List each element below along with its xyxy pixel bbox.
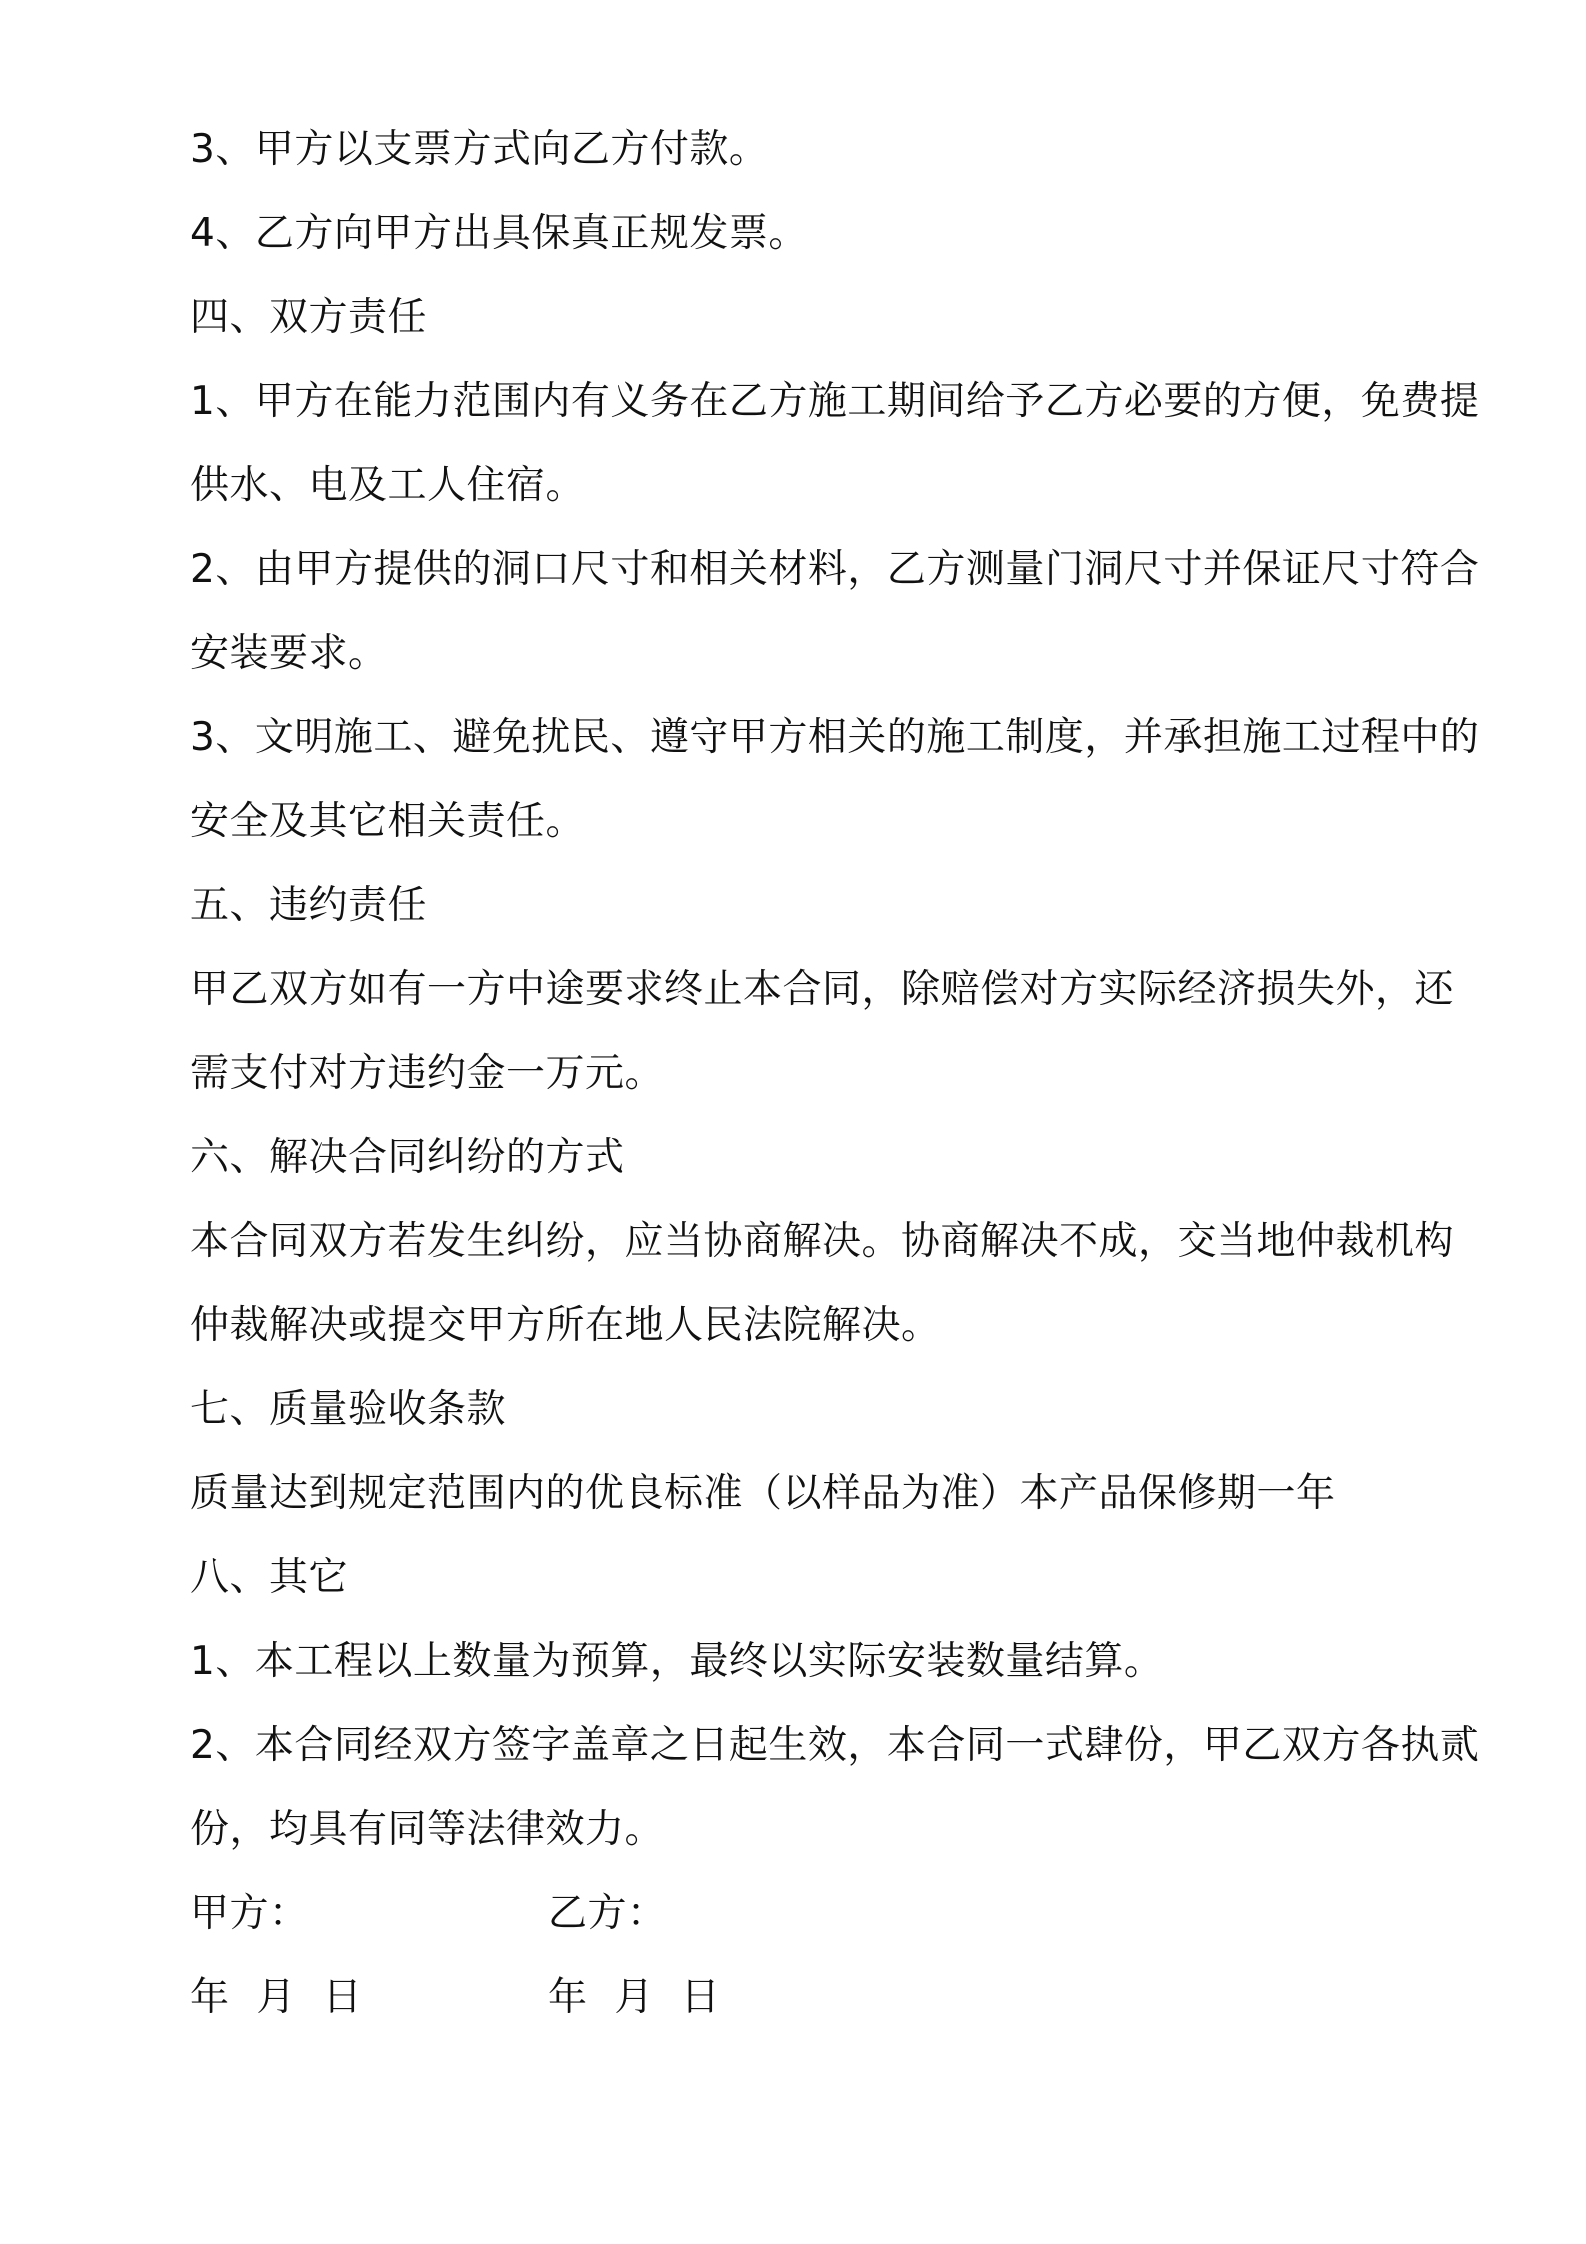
responsibility-2-line-2: 安装要求。 — [190, 631, 388, 676]
section-heading-responsibilities: 四、双方责任 — [190, 295, 428, 340]
section-heading-dispute: 六、解决合同纠纷的方式 — [190, 1135, 625, 1180]
section-heading-quality: 七、质量验收条款 — [190, 1387, 507, 1432]
invoice-clause-4: 4、乙方向甲方出具保真正规发票。 — [190, 211, 808, 256]
quality-clause: 质量达到规定范围内的优良标准（以样品为准）本产品保修期一年 — [190, 1471, 1336, 1516]
dispute-clause-line-2: 仲裁解决或提交甲方所在地人民法院解决。 — [190, 1303, 941, 1348]
breach-clause-line-1: 甲乙双方如有一方中途要求终止本合同，除赔偿对方实际经济损失外，还 — [190, 967, 1455, 1012]
section-heading-other: 八、其它 — [190, 1555, 349, 1600]
payment-clause-3: 3、甲方以支票方式向乙方付款。 — [190, 127, 769, 172]
other-clause-1: 1、本工程以上数量为预算，最终以实际安装数量结算。 — [190, 1639, 1164, 1684]
other-clause-2-line-2: 份，均具有同等法律效力。 — [190, 1807, 665, 1852]
responsibility-1-line-2: 供水、电及工人住宿。 — [190, 463, 586, 508]
other-clause-2-line-1: 2、本合同经双方签字盖章之日起生效，本合同一式肆份，甲乙双方各执贰 — [190, 1723, 1480, 1768]
party-b-date: 年 月 日 — [548, 1975, 721, 2020]
breach-clause-line-2: 需支付对方违约金一万元。 — [190, 1051, 665, 1096]
responsibility-2-line-1: 2、由甲方提供的洞口尺寸和相关材料，乙方测量门洞尺寸并保证尺寸符合 — [190, 547, 1480, 592]
section-heading-breach: 五、违约责任 — [190, 883, 428, 928]
responsibility-3-line-2: 安全及其它相关责任。 — [190, 799, 586, 844]
dispute-clause-line-1: 本合同双方若发生纠纷，应当协商解决。协商解决不成，交当地仲裁机构 — [190, 1219, 1455, 1264]
responsibility-3-line-1: 3、文明施工、避免扰民、遵守甲方相关的施工制度，并承担施工过程中的 — [190, 715, 1480, 760]
party-a-date: 年 月 日 — [190, 1975, 363, 2020]
party-a-label: 甲方： — [190, 1891, 309, 1936]
party-b-label: 乙方： — [548, 1891, 667, 1936]
responsibility-1-line-1: 1、甲方在能力范围内有义务在乙方施工期间给予乙方必要的方便，免费提 — [190, 379, 1480, 424]
